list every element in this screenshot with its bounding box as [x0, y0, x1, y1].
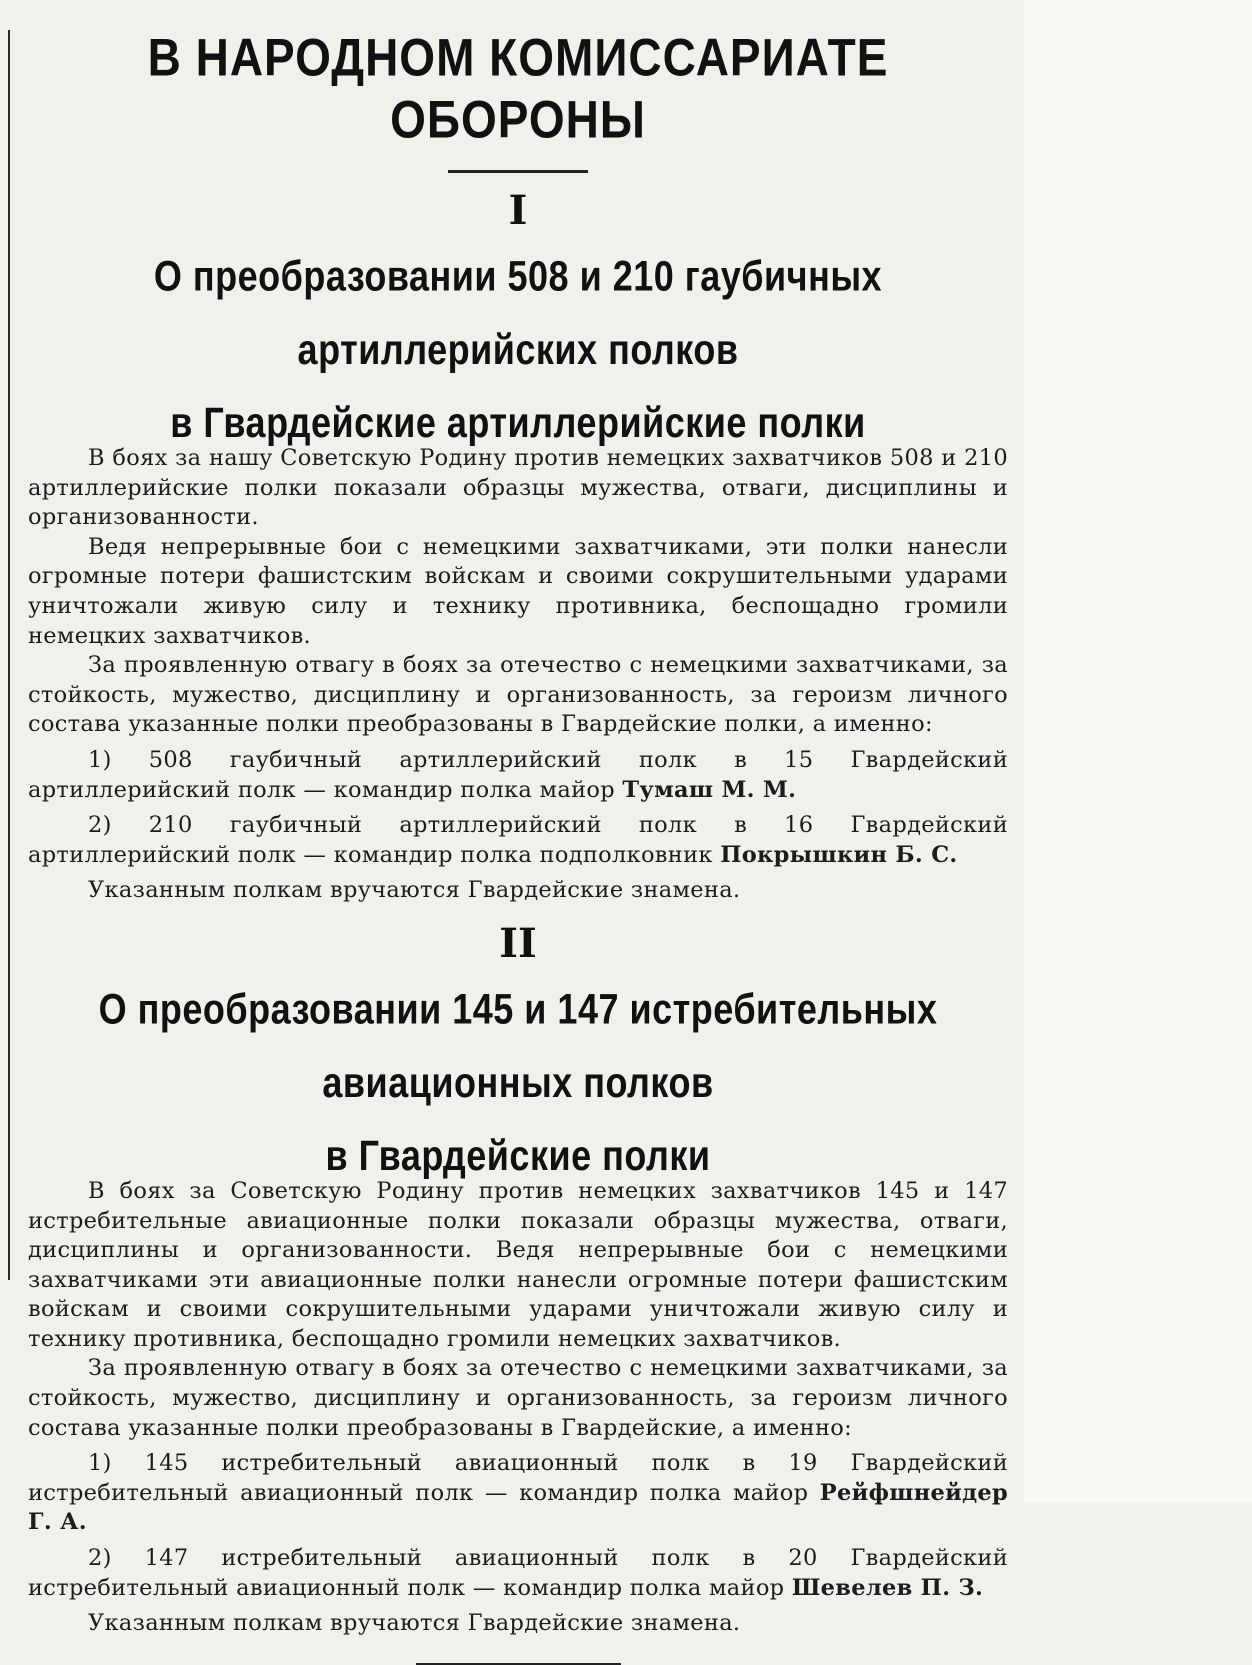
section-headline	[28, 240, 1008, 459]
column-rule	[8, 30, 10, 1280]
section-1	[28, 187, 1008, 906]
article-column	[28, 28, 1008, 1665]
commander-name: Шевелев П. З.	[791, 1574, 984, 1601]
section-number: I	[508, 187, 528, 234]
list-item	[28, 1544, 1008, 1603]
headline-line: в Гвардейские артиллерийские полки	[170, 398, 866, 447]
commander-name: Покрышкин Б. С.	[720, 841, 958, 868]
item-text: 2) 210 гаубичный артиллерийский полк в 16 Гвардейский артиллерийский полк — командир полка подполковник	[28, 812, 1008, 868]
headline-line: О преобразовании 508 и 210 гаубичных артиллерийских полков	[153, 251, 883, 374]
divider-rule	[448, 170, 588, 173]
commander-name: Тумаш М. М.	[622, 776, 797, 803]
section-number: II	[499, 919, 537, 967]
body-paragraph: За проявленную отвагу в боях за отечество с немецкими захватчиками, за стойкость, мужество, дисциплину и организованность, за героизм личного состава указанные полки преобразованы в Гвардейские полки, а именно:	[28, 652, 1008, 738]
list-item	[28, 811, 1008, 870]
section-2	[28, 920, 1008, 1639]
item-text: 1) 145 истребительный авиационный полк в 19 Гвардейский истребительный авиационный полк — командир полка майор	[28, 1450, 1008, 1506]
commander-name: Рейфшнейдер Г. А.	[28, 1479, 1009, 1536]
body-paragraph: В боях за Советскую Родину против немецких захватчиков 145 и 147 истребительные авиационные полки показали образцы мужества, отваги, дисциплины и организованности. Ведя непрерывные бои с немецкими захватчиками эти авиационные полки нанесли огромные потери фашистским войскам и своими сокрушительными ударами уничтожали живую силу и технику противника, беспощадно громили немецких захватчиков.	[28, 1177, 1008, 1352]
body-paragraph: Ведя непрерывные бои с немецкими захватчиками, эти полки нанесли огромные потери фашистским войскам и своими сокрушительными ударами уничтожали живую силу и технику противника, беспощадно громили немецких захватчиков.	[28, 533, 1008, 649]
item-text: 2) 147 истребительный авиационный полк в 20 Гвардейский истребительный авиационный полк — командир полка майор	[28, 1545, 1008, 1601]
closing-line: Указанным полкам вручаются Гвардейские знамена.	[88, 1610, 741, 1637]
closing-line: Указанным полкам вручаются Гвардейские знамена.	[88, 877, 741, 904]
list-item	[28, 1449, 1008, 1538]
item-text: 1) 508 гаубичный артиллерийский полк в 15 Гвардейский артиллерийский полк — командир полка майор	[28, 746, 1008, 803]
masthead-title: В НАРОДНОМ КОМИССАРИАТЕ ОБОРОНЫ	[147, 27, 889, 149]
headline-line: в Гвардейские полки	[325, 1131, 711, 1180]
page-margin	[1024, 0, 1252, 1503]
body-paragraph: За проявленную отвагу в боях за отечество с немецкими захватчиками, за стойкость, мужество, дисциплину и организованность, за героизм личного состава указанные полки преобразованы в Гвардейские, а именно:	[28, 1355, 1008, 1441]
body-paragraph: В боях за нашу Советскую Родину против немецких захватчиков 508 и 210 артиллерийские полки показали образцы мужества, отваги, дисциплины и организованности.	[28, 445, 1008, 531]
headline-line: О преобразовании 145 и 147 истребительных авиационных полков	[98, 984, 938, 1107]
section-headline	[28, 973, 1008, 1192]
list-item	[28, 746, 1008, 805]
